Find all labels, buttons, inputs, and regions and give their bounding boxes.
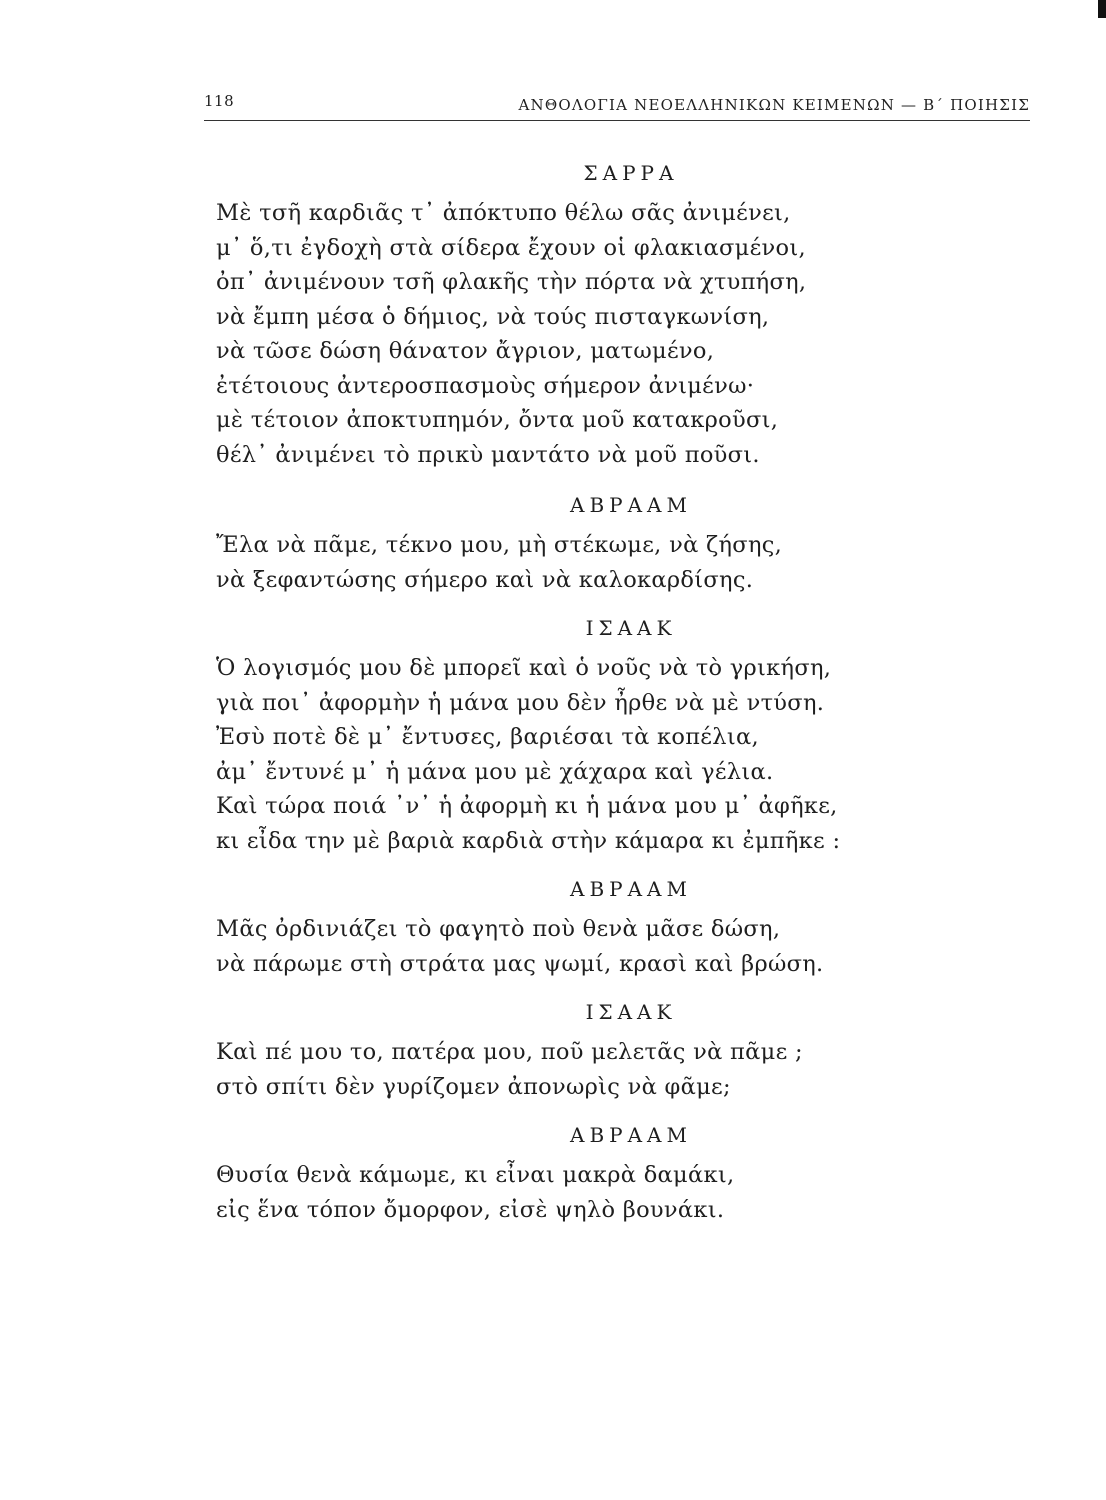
header-rule [204,120,1030,121]
verse-line: θέλ᾿ ἀνιμένει τὸ πρικὺ μαντάτο νὰ μοῦ ποῦσι. [216,441,760,468]
speech-avraam [216,1120,1016,1227]
speaker-name: ΙΣΑΑΚ [585,616,677,640]
verse-line: μὲ τέτοιον ἀποκτυπημόν, ὄντα μοῦ κατακροῦσι, [216,407,779,433]
verse-line: Ὁ λογισμός μου δὲ μπορεῖ καὶ ὁ νοῦς νὰ τὸ γρικήση, [216,655,832,681]
verse-line: εἰς ἕνα τόπον ὄμορφον, εἰσὲ ψηλὸ βουνάκι. [216,1196,725,1223]
verse-line: νὰ τῶσε δώση θάνατον ἄγριον, ματωμένο, [216,338,715,364]
speaker-name: ΑΒΡΑΑΜ [570,877,692,901]
verse-line: Καὶ τώρα ποιά ᾿ν᾿ ἡ ἀφορμὴ κι ἡ μάνα μου μ᾿ ἀφῆκε, [216,793,838,819]
verse-line: Θυσία θενὰ κάμωμε, κι εἶναι μακρὰ δαμάκι, [216,1162,735,1188]
speaker-name: ΑΒΡΑΑΜ [570,1123,692,1147]
speech-isaak [216,613,1016,858]
verse-line: Καὶ πέ μου το, πατέρα μου, ποῦ μελετᾶς νὰ πᾶμε ; [216,1039,803,1065]
verse-line: νὰ ξεφαντώσης σήμερο καὶ νὰ καλοκαρδίσης. [216,566,754,593]
verse-line: ἐτέτοιους ἀντεροσπασμοὺς σήμερον ἀνιμένω· [216,372,755,399]
speaker-name: ΣΑΡΡΑ [583,161,679,185]
speech-sarra [216,158,1016,472]
verse-line: γιὰ ποι᾿ ἀφορμὴν ἡ μάνα μου δὲν ἦρθε νὰ μὲ ντύση. [216,689,825,716]
speech-avraam [216,874,1016,981]
page-number: 118 [204,92,235,110]
running-title: ΑΝΘΟΛΟΓΙΑ ΝΕΟΕΛΛΗΝΙΚΩΝ ΚΕΙΜΕΝΩΝ — Β΄ ΠΟΙΗΣΙΣ [518,96,1030,114]
speaker-name: ΙΣΑΑΚ [585,1000,677,1024]
verse-line: μ᾿ ὅ,τι ἐγδοχὴ στὰ σίδερα ἔχουν οἱ φλακιασμένοι, [216,234,806,261]
verse-line: νὰ ἔμπη μέσα ὁ δήμιος, νὰ τούς πισταγκωνίση, [216,303,770,330]
verse-line: Μὲ τσῆ καρδιᾶς τ᾿ ἀπόκτυπο θέλω σᾶς ἀνιμένει, [216,200,791,226]
scan-corner-mark [1098,0,1106,18]
poem-body [216,158,1016,1227]
verse-line: ἀμ᾿ ἔντυνέ μ᾿ ἡ μάνα μου μὲ χάχαρα καὶ γέλια. [216,758,774,785]
verse-line: Ἐσὺ ποτὲ δὲ μ᾿ ἔντυσες, βαριέσαι τὰ κοπέλια, [216,724,759,750]
verse-line: νὰ πάρωμε στὴ στράτα μας ψωμί, κρασὶ καὶ βρώση. [216,950,824,977]
running-head [204,88,1030,118]
verse-line: Μᾶς ὀρδινιάζει τὸ φαγητὸ ποὺ θενὰ μᾶσε δώση, [216,916,781,942]
verse-line: ὀπ᾿ ἀνιμένουν τσῆ φλακῆς τὴν πόρτα νὰ χτυπήση, [216,269,807,295]
speech-isaak [216,997,1016,1104]
verse-line: Ἔλα νὰ πᾶμε, τέκνο μου, μὴ στέκωμε, νὰ ζήσης, [216,532,783,558]
verse-line: στὸ σπίτι δὲν γυρίζομεν ἀπονωρὶς νὰ φᾶμε; [216,1073,731,1100]
speech-avraam [216,490,1016,597]
speaker-name: ΑΒΡΑΑΜ [570,493,692,517]
verse-line: κι εἶδα την μὲ βαριὰ καρδιὰ στὴν κάμαρα κι ἐμπῆκε : [216,827,841,854]
